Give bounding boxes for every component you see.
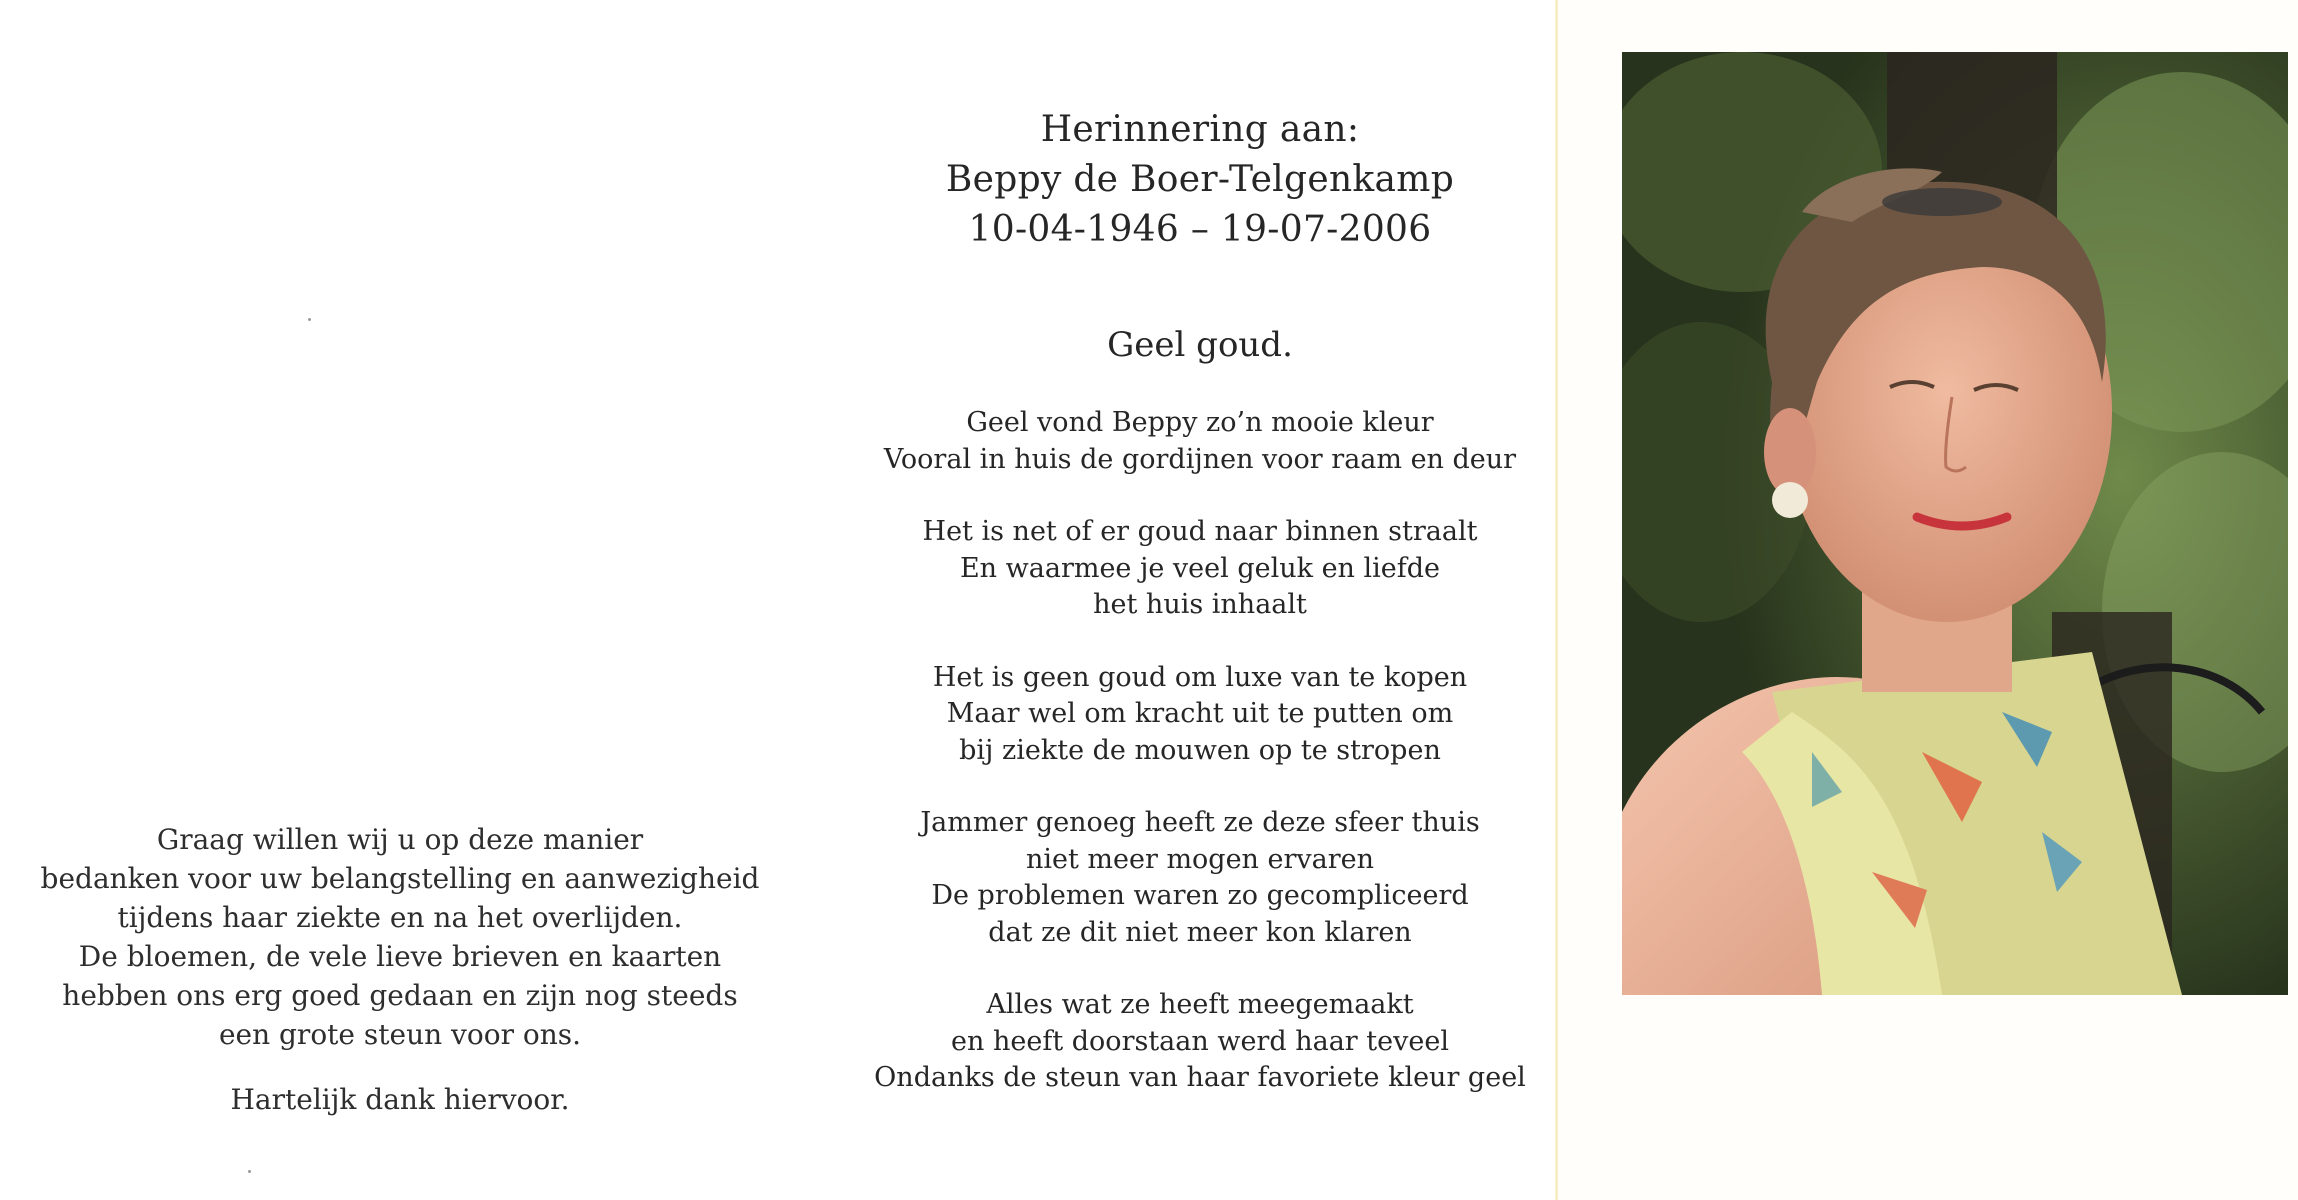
poem-line: en heeft doorstaan werd haar teveel (951, 1025, 1449, 1057)
thanks-line: Graag willen wij u op deze manier (156, 823, 644, 856)
thank-you-note (40, 820, 760, 1119)
poem-line: bij ziekte de mouwen op te stropen (959, 734, 1441, 766)
poem-line: De problemen waren zo gecompliceerd (931, 880, 1469, 911)
thanks-line: hebben ons erg goed gedaan en zijn nog steeds (62, 979, 738, 1012)
life-dates: 10-04-1946 – 19-07-2006 (968, 209, 1432, 250)
poem-line: Alles wat ze heeft meegemaakt (986, 989, 1414, 1020)
portrait-photo (1622, 52, 2288, 995)
portrait-illustration (1622, 52, 2288, 995)
poem-line: Maar wel om kracht uit te putten om (946, 698, 1454, 729)
thanks-line: tijdens haar ziekte en na het overlijden. (117, 901, 683, 934)
poem-stanza (840, 660, 1560, 770)
poem-line: Het is net of er goud naar binnen straalt (922, 516, 1478, 547)
poem-line: Jammer genoeg heeft ze deze sfeer thuis (920, 807, 1480, 838)
memorial-text-column (840, 105, 1560, 1133)
paper-speck (308, 318, 311, 321)
poem-line: dat ze dit niet meer kon klaren (988, 916, 1412, 948)
poem-line: En waarmee je veel geluk en liefde (959, 552, 1441, 584)
poem-stanza (840, 514, 1560, 624)
thanks-line: De bloemen, de vele lieve brieven en kaarten (78, 940, 722, 973)
poem-line: Het is geen goud om luxe van te kopen (932, 661, 1468, 693)
poem-stanza (840, 805, 1560, 951)
paper-speck (248, 1170, 251, 1173)
poem-line: niet meer mogen ervaren (1025, 843, 1375, 875)
poem-line: het huis inhaalt (1093, 589, 1307, 620)
poem-title: Geel goud. (1107, 325, 1293, 365)
poem-stanza (840, 405, 1560, 478)
poem-line: Geel vond Beppy zo’n mooie kleur (966, 407, 1434, 438)
poem-line: Vooral in huis de gordijnen voor raam en deur (883, 443, 1517, 475)
thanks-line: een grote steun voor ons. (218, 1018, 582, 1051)
memorial-heading (840, 105, 1560, 255)
thanks-line: bedanken voor uw belangstelling en aanwezigheid (40, 862, 760, 895)
poem (840, 405, 1560, 1097)
deceased-name: Beppy de Boer-Telgenkamp (945, 159, 1455, 200)
thanks-closing: Hartelijk dank hiervoor. (230, 1083, 570, 1116)
heading-remembrance: Herinnering aan: (1040, 109, 1360, 150)
poem-line: Ondanks de steun van haar favoriete kleur geel (874, 1062, 1526, 1093)
poem-stanza (840, 987, 1560, 1097)
